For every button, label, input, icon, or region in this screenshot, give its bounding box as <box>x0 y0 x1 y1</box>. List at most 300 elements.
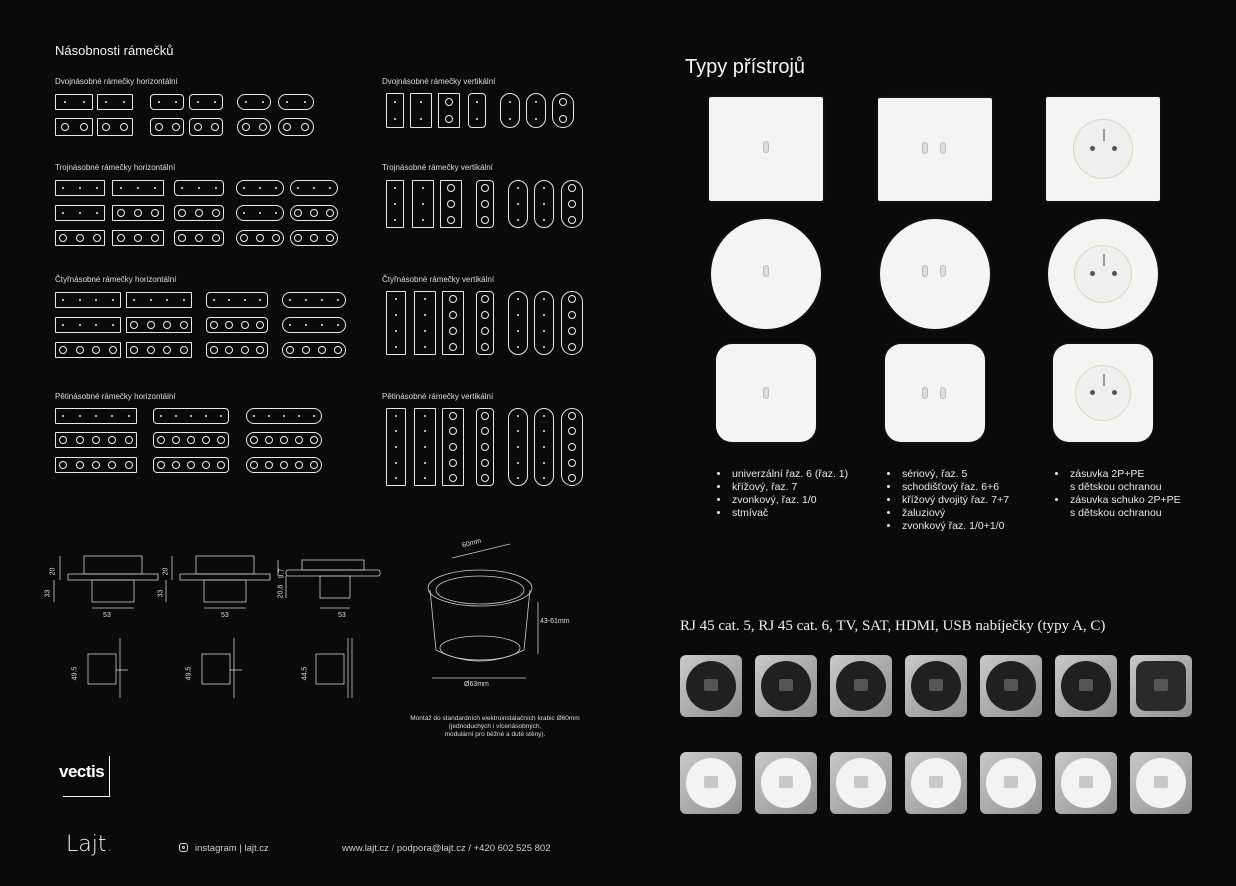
socket-icon <box>211 123 219 131</box>
switch-dot-icon <box>395 446 397 448</box>
switch-dot-icon <box>305 324 307 326</box>
switch-dot-icon <box>198 187 200 189</box>
switch-dot-icon <box>517 430 519 432</box>
socket-icon <box>195 209 203 217</box>
socket-icon <box>59 346 67 354</box>
socket-icon <box>481 474 489 482</box>
switch-dot-icon <box>313 187 315 189</box>
socket-icon <box>272 234 280 242</box>
switch-dot-icon <box>543 462 545 464</box>
dim-label: 20 <box>49 567 57 576</box>
switch-dot-icon <box>205 415 207 417</box>
socket-icon <box>294 234 302 242</box>
frame-outline <box>150 94 184 110</box>
frame-outline <box>55 205 105 221</box>
frame-outline <box>55 230 105 246</box>
switch-dot-icon <box>298 415 300 417</box>
socket-icon <box>449 459 457 467</box>
section-label: Čtyřnásobné rámečky vertikální <box>382 275 495 284</box>
socket-icon <box>180 346 188 354</box>
port-icon <box>1004 679 1018 691</box>
section-label: Dvojnásobné rámečky vertikální <box>382 77 496 86</box>
frame-outline <box>476 180 494 228</box>
switch-dot-icon <box>543 346 545 348</box>
socket-icon <box>568 184 576 192</box>
frame-outline <box>55 317 121 333</box>
frame-outline <box>189 94 223 110</box>
switch-dot-icon <box>395 330 397 332</box>
feature-item: • stmívač <box>730 507 848 520</box>
frame-outline <box>414 408 436 486</box>
socket-icon <box>92 346 100 354</box>
switch-dot-icon <box>215 187 217 189</box>
socket-icon <box>61 123 69 131</box>
socket-icon <box>481 295 489 303</box>
dim-label: 9.7 <box>278 568 286 579</box>
frame-outline <box>126 317 192 333</box>
outlet-pin <box>1112 146 1117 151</box>
socket-icon <box>481 311 489 319</box>
switch-dot-icon <box>120 187 122 189</box>
socket-icon <box>481 184 489 192</box>
socket-icon <box>568 200 576 208</box>
frame-outline <box>561 408 583 486</box>
usb-module-dark <box>905 655 967 717</box>
switch-dot-icon <box>420 101 422 103</box>
socket-icon <box>151 234 159 242</box>
hdmi-usb-module-dark <box>755 655 817 717</box>
switch-dot-icon <box>543 203 545 205</box>
lajt-logo-dot: . <box>106 832 114 857</box>
outlet-earth <box>1103 254 1105 266</box>
switch-dot-icon <box>286 101 288 103</box>
socket-icon <box>326 234 334 242</box>
feature-item: • zvonkový řaz. 1/0+1/0 <box>900 520 1009 533</box>
rocker <box>922 387 928 399</box>
switch-dot-icon <box>243 212 245 214</box>
switch-dot-icon <box>62 415 64 417</box>
dim-label: Ø63mm <box>464 681 489 688</box>
socket-icon <box>102 123 110 131</box>
switch-dot-icon <box>95 299 97 301</box>
dim-label: 60mm <box>461 537 483 550</box>
switch-dot-icon <box>517 346 519 348</box>
frame-outline <box>282 317 346 333</box>
switch-dot-icon <box>543 330 545 332</box>
frame-outline <box>561 291 583 355</box>
socket-icon <box>210 321 218 329</box>
switch-dot-icon <box>79 187 81 189</box>
outlet-pin <box>1112 390 1117 395</box>
section-label: Trojnásobné rámečky horizontální <box>55 163 176 172</box>
socket-icon <box>449 311 457 319</box>
switch-dot-icon <box>289 324 291 326</box>
mount-note-line: (jednoduchých i vícenásobných, <box>448 723 542 730</box>
frame-outline <box>55 94 93 110</box>
switch-dot-icon <box>150 299 152 301</box>
switch-dot-icon <box>517 203 519 205</box>
rocker <box>940 265 946 277</box>
socket-icon <box>447 184 455 192</box>
frame-outline <box>236 180 284 196</box>
frame-outline <box>206 292 268 308</box>
switch-dot-icon <box>321 299 323 301</box>
switch-dot-icon <box>96 212 98 214</box>
frame-outline <box>508 408 528 486</box>
switch-dot-icon <box>214 101 216 103</box>
socket-icon <box>225 321 233 329</box>
switch-dot-icon <box>245 101 247 103</box>
socket-icon <box>559 98 567 106</box>
switch-dot-icon <box>394 118 396 120</box>
dim-label: 53 <box>103 612 111 619</box>
usb-module-white <box>905 752 967 814</box>
dim-label: 44.5 <box>301 666 309 681</box>
frame-outline <box>126 292 192 308</box>
switch-dot-icon <box>105 101 107 103</box>
socket-icon <box>172 461 180 469</box>
socket-icon <box>265 436 273 444</box>
switch-dot-icon <box>543 477 545 479</box>
switch-dot-icon <box>112 299 114 301</box>
frame-outline <box>55 118 93 136</box>
frame-outline <box>440 180 462 228</box>
switch-dot-icon <box>262 101 264 103</box>
frame-outline <box>97 118 133 136</box>
outlet-pin <box>1112 271 1117 276</box>
socket-icon <box>210 346 218 354</box>
switch-dot-icon <box>111 415 113 417</box>
socket-icon <box>295 461 303 469</box>
socket-icon <box>326 209 334 217</box>
feature-item: s dětskou ochranou <box>1070 507 1162 519</box>
switch-dot-icon <box>509 101 511 103</box>
rocker <box>922 142 928 154</box>
outlet-pin <box>1090 271 1095 276</box>
frame-outline <box>476 408 494 486</box>
switch-dot-icon <box>79 299 81 301</box>
switch-dot-icon <box>283 415 285 417</box>
frame-outline <box>290 180 338 196</box>
socket-icon <box>108 436 116 444</box>
switch-dot-icon <box>424 462 426 464</box>
frame-outline <box>386 408 406 486</box>
section-label: Dvojnásobné rámečky horizontální <box>55 77 178 86</box>
outlet-face <box>1075 365 1131 421</box>
socket-icon <box>310 461 318 469</box>
feature-item: • žaluziový <box>900 507 1009 520</box>
switch-dot-icon <box>154 187 156 189</box>
socket-icon <box>241 321 249 329</box>
coax-module-white <box>1055 752 1117 814</box>
socket-icon <box>559 115 567 123</box>
socket-icon <box>295 436 303 444</box>
socket-icon <box>93 234 101 242</box>
switch-dot-icon <box>289 299 291 301</box>
frame-outline <box>237 118 271 136</box>
frame-outline <box>386 291 406 355</box>
socket-icon <box>240 234 248 242</box>
port-icon <box>854 679 868 691</box>
switch-dot-icon <box>394 203 396 205</box>
switch-dot-icon <box>166 299 168 301</box>
socket-icon <box>178 234 186 242</box>
frame-outline <box>237 94 271 110</box>
socket-icon <box>59 461 67 469</box>
socket-icon <box>134 234 142 242</box>
frame-outline <box>206 317 268 333</box>
frame-outline <box>282 292 346 308</box>
switch-dot-icon <box>160 415 162 417</box>
socket-icon <box>568 216 576 224</box>
frame-outline <box>112 180 164 196</box>
switch-dot-icon <box>275 187 277 189</box>
dim-label: 20 <box>162 567 170 576</box>
dim-label: 20.8 <box>277 584 285 599</box>
socket-icon <box>447 216 455 224</box>
coax-module-dark <box>1055 655 1117 717</box>
instagram-link[interactable]: instagram | lajt.cz <box>195 843 269 854</box>
socket-icon <box>76 461 84 469</box>
socket-icon <box>568 474 576 482</box>
frame-outline <box>174 180 224 196</box>
socket-icon <box>280 436 288 444</box>
switch-dot-icon <box>395 462 397 464</box>
outlet-face <box>1073 119 1133 179</box>
frame-outline <box>112 230 164 246</box>
switch-dot-icon <box>337 299 339 301</box>
socket-icon <box>108 461 116 469</box>
socket-icon <box>242 123 250 131</box>
switch-dot-icon <box>422 219 424 221</box>
switch-dot-icon <box>213 299 215 301</box>
insert-mechanism-white <box>1130 752 1192 814</box>
frame-outline <box>410 93 432 128</box>
socket-icon <box>134 209 142 217</box>
feature-item: • schodišťový řaz. 6+6 <box>900 481 1009 494</box>
switch-dot-icon <box>394 101 396 103</box>
technical-drawings <box>40 530 600 720</box>
switch-dot-icon <box>181 187 183 189</box>
feature-item: s dětskou ochranou <box>1070 481 1162 493</box>
switch-dot-icon <box>517 446 519 448</box>
frame-outline <box>55 342 121 358</box>
socket-icon <box>318 346 326 354</box>
switch-dot-icon <box>509 118 511 120</box>
switch-dot-icon <box>476 118 478 120</box>
frame-outline <box>153 457 229 473</box>
socket-icon <box>310 234 318 242</box>
frame-outline <box>153 408 229 424</box>
switch-dot-icon <box>422 203 424 205</box>
port-icon <box>929 679 943 691</box>
frame-outline <box>189 118 223 136</box>
frame-outline <box>236 205 284 221</box>
switch-round-single <box>711 219 821 329</box>
frame-outline <box>500 93 520 128</box>
switch-dot-icon <box>158 101 160 103</box>
frame-outline <box>290 205 338 221</box>
socket-icon <box>241 346 249 354</box>
switch-dot-icon <box>424 346 426 348</box>
switch-dot-icon <box>337 324 339 326</box>
socket-icon <box>250 461 258 469</box>
switch-dot-icon <box>543 298 545 300</box>
frame-outline <box>534 291 554 355</box>
socket-icon <box>117 209 125 217</box>
port-icon <box>1154 776 1168 788</box>
dim-label: 49.5 <box>185 666 193 681</box>
switch-dot-icon <box>62 299 64 301</box>
dim-label: 49.5 <box>71 666 79 681</box>
rj45-dual-module-dark <box>680 655 742 717</box>
socket-icon <box>117 234 125 242</box>
frame-outline <box>174 205 224 221</box>
socket-icon <box>187 461 195 469</box>
port-icon <box>854 776 868 788</box>
feature-item: • zvonkový, řaz. 1/0 <box>730 494 848 507</box>
socket-icon <box>163 321 171 329</box>
vectis-logo <box>59 756 110 797</box>
socket-icon <box>568 327 576 335</box>
socket-icon <box>125 436 133 444</box>
switch-dot-icon <box>395 298 397 300</box>
frame-outline <box>476 291 494 355</box>
lajt-logo-text: Lajt <box>66 832 107 857</box>
socket-icon <box>212 234 220 242</box>
frame-outline <box>442 408 464 486</box>
rocker <box>763 141 769 153</box>
mount-note <box>390 715 600 739</box>
socket-icon <box>481 443 489 451</box>
rj45-module-white <box>980 752 1042 814</box>
switch-dot-icon <box>305 299 307 301</box>
socket-icon <box>334 346 342 354</box>
socket-icon <box>259 123 267 131</box>
feature-list-outlets <box>1054 468 1181 520</box>
socket-icon <box>568 295 576 303</box>
feature-item: • zásuvka 2P+PE <box>1068 468 1181 481</box>
socket-icon <box>568 412 576 420</box>
feature-item: • zásuvka schuko 2P+PE <box>1068 494 1181 507</box>
dim-label: 53 <box>221 612 229 619</box>
switch-dot-icon <box>395 477 397 479</box>
switch-dot-icon <box>123 101 125 103</box>
socket-icon <box>283 123 291 131</box>
socket-icon <box>130 346 138 354</box>
device-types-title: Typy přístrojů <box>685 56 806 78</box>
switch-dot-icon <box>535 101 537 103</box>
socket-icon <box>449 474 457 482</box>
rocker <box>922 265 928 277</box>
socket-icon <box>449 443 457 451</box>
tv-sat-module-white <box>830 752 892 814</box>
outlet-earth <box>1103 374 1105 386</box>
switch-dot-icon <box>517 415 519 417</box>
hdmi-usb-module-white <box>755 752 817 814</box>
frame-outline <box>112 205 164 221</box>
switch-dot-icon <box>190 415 192 417</box>
switch-dot-icon <box>244 299 246 301</box>
frame-outline <box>150 118 184 136</box>
socket-icon <box>80 123 88 131</box>
frame-outline <box>561 180 583 228</box>
frame-outline <box>282 342 346 358</box>
switch-square-double <box>878 98 992 201</box>
contacts-line[interactable]: www.lajt.cz / podpora@lajt.cz / +420 602 525 802 <box>342 843 551 854</box>
socket-icon <box>568 459 576 467</box>
switch-dot-icon <box>321 324 323 326</box>
socket-icon <box>280 461 288 469</box>
rj-title: RJ 45 cat. 5, RJ 45 cat. 6, TV, SAT, HDMI, USB nabíječky (typy A, C) <box>680 618 1106 634</box>
frame-outline <box>386 180 404 228</box>
switch-soft-single <box>716 344 816 442</box>
switch-dot-icon <box>424 330 426 332</box>
outlet-pin <box>1090 390 1095 395</box>
frame-outline <box>246 457 322 473</box>
socket-icon <box>256 234 264 242</box>
switch-dot-icon <box>535 118 537 120</box>
frame-outline <box>414 291 436 355</box>
switch-dot-icon <box>79 324 81 326</box>
socket-icon <box>120 123 128 131</box>
socket-icon <box>125 461 133 469</box>
lajt-logo <box>66 832 113 857</box>
switch-dot-icon <box>543 430 545 432</box>
frame-outline <box>246 408 322 424</box>
outlet-pin <box>1090 146 1095 151</box>
switch-dot-icon <box>394 219 396 221</box>
switch-dot-icon <box>517 330 519 332</box>
switch-dot-icon <box>517 187 519 189</box>
socket-icon <box>76 234 84 242</box>
instagram-icon[interactable] <box>179 843 188 852</box>
frame-outline <box>206 342 268 358</box>
switch-dot-icon <box>133 299 135 301</box>
socket-icon <box>481 459 489 467</box>
switch-dot-icon <box>62 324 64 326</box>
switch-dot-icon <box>220 415 222 417</box>
switch-dot-icon <box>259 187 261 189</box>
frame-outline <box>126 342 192 358</box>
socket-icon <box>59 436 67 444</box>
switch-dot-icon <box>395 346 397 348</box>
switch-dot-icon <box>543 415 545 417</box>
port-icon <box>1079 776 1093 788</box>
rj45-module-dark <box>980 655 1042 717</box>
switch-dot-icon <box>95 415 97 417</box>
socket-icon <box>157 461 165 469</box>
switch-dot-icon <box>259 212 261 214</box>
frame-outline <box>246 432 322 448</box>
socket-icon <box>310 436 318 444</box>
switch-dot-icon <box>79 212 81 214</box>
socket-icon <box>157 436 165 444</box>
switch-dot-icon <box>395 430 397 432</box>
switch-dot-icon <box>517 219 519 221</box>
socket-icon <box>449 343 457 351</box>
socket-icon <box>195 234 203 242</box>
socket-icon <box>481 200 489 208</box>
frame-outline <box>552 93 574 128</box>
frame-outline <box>508 180 528 228</box>
socket-icon <box>217 436 225 444</box>
switch-dot-icon <box>243 187 245 189</box>
frames-title: Násobnosti rámečků <box>55 43 174 58</box>
outlet-square <box>1046 97 1160 201</box>
switch-dot-icon <box>275 212 277 214</box>
socket-icon <box>445 115 453 123</box>
